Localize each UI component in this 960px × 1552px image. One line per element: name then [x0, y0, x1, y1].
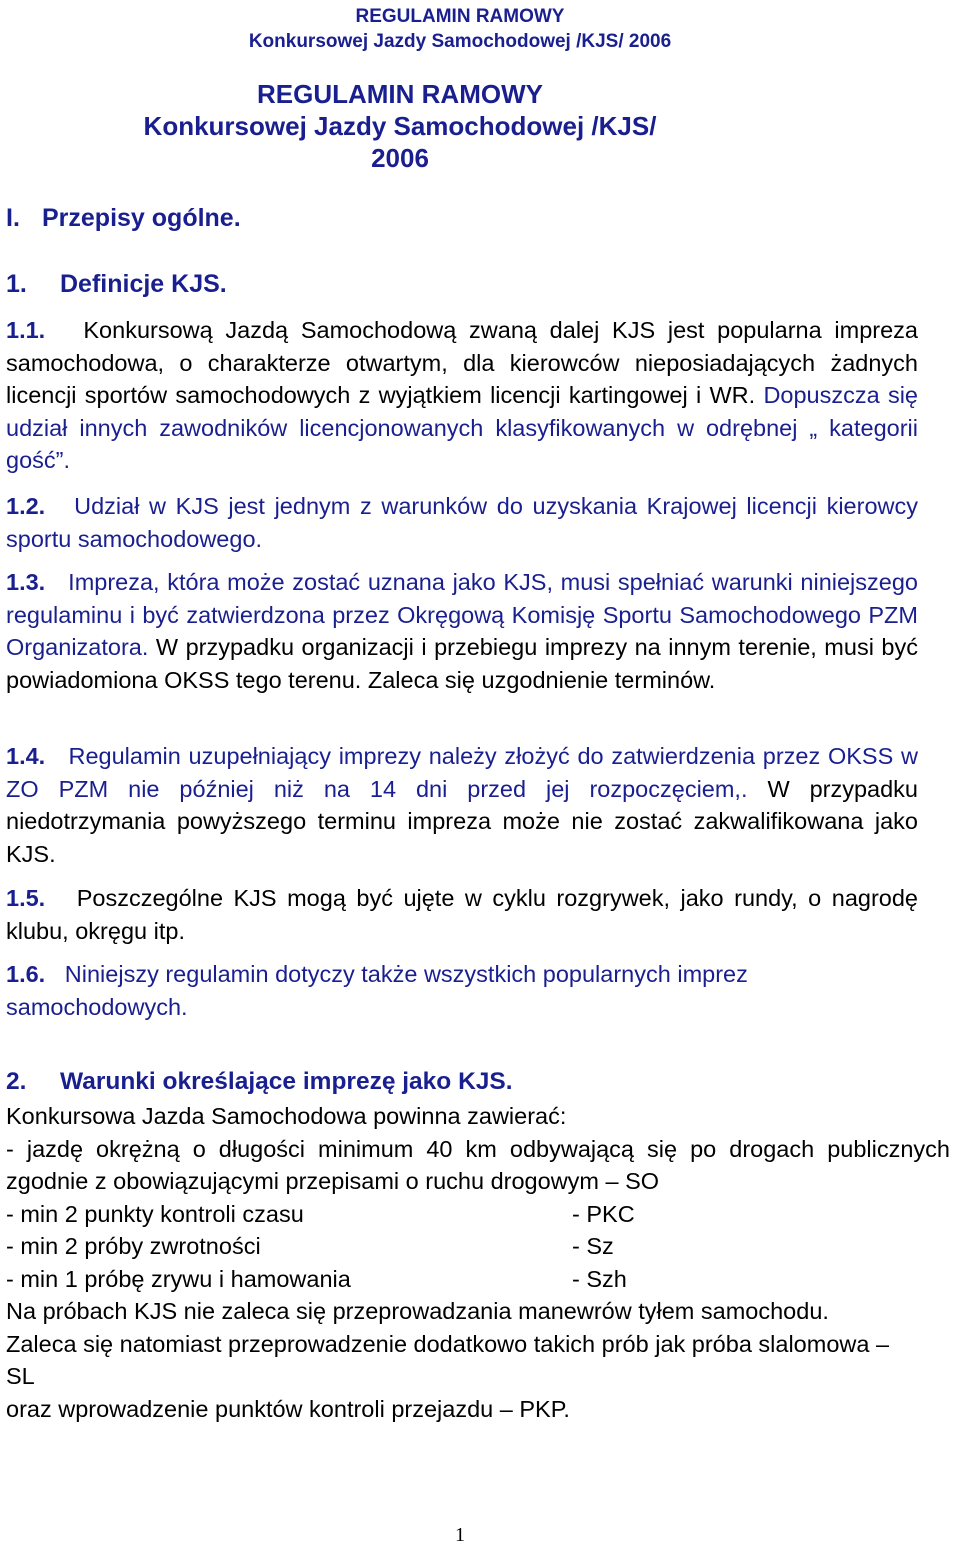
requirement-code: - Szh [572, 1265, 627, 1292]
subsection-1-title: Definicje KJS. [60, 270, 227, 298]
paragraph-text: Poszczególne KJS mogą być ujęte w cyklu rozgrywek, jako rundy, o nagrodę klubu, okręgu itp. [6, 885, 918, 944]
paragraph-text: W przypadku organizacji i przebiegu imprezy na innym terenie, musi być powiadomiona OKSS tego terenu. Zaleca się uzgodnienie terminów. [6, 634, 919, 693]
paragraph-text: W przypadku niedotrzymania powyższego terminu impreza może nie zostać zakwalifikowana jako KJS. [6, 775, 918, 867]
running-header-line1: REGULAMIN RAMOWY [355, 6, 565, 27]
subsection-1-number: 1. [6, 270, 27, 298]
document-title-line1: REGULAMIN RAMOWY [257, 79, 543, 109]
document-title-line2: Konkursowej Jazdy Samochodowej /KJS/ [143, 111, 657, 141]
requirement-text: - min 2 punkty kontroli czasu [6, 1200, 304, 1227]
paragraph-1-5 [6, 882, 918, 947]
requirement-row [6, 1230, 950, 1263]
conditions-note-3: oraz wprowadzenie punktów kontroli przejazdu – PKP. [6, 1395, 570, 1422]
paragraph-1-3 [6, 566, 918, 696]
page-number: 1 [455, 1524, 465, 1546]
conditions-intro: Konkursowa Jazda Samochodowa powinna zawierać: [6, 1103, 567, 1129]
subsection-1-heading [6, 270, 227, 299]
requirement-code: - Sz [572, 1233, 614, 1259]
section-title: Przepisy ogólne. [42, 204, 241, 232]
paragraph-1-2 [6, 490, 918, 555]
section-number: I. [6, 204, 20, 232]
paragraph-number: 1.2. [6, 493, 46, 519]
paragraph-highlight: Regulamin uzupełniający imprezy należy złożyć do zatwierdzenia przez OKSS w ZO PZM nie później niż na 14 dni przed jej rozpoczęciem,. [6, 743, 919, 802]
conditions-route: - jazdę okrężną o długości minimum 40 km odbywającą się po drogach publicznych zgodnie z obowiązującymi przepisami o ruchu drogowym – SO [6, 1135, 950, 1194]
requirement-text: - min 1 próbę zrywu i hamowania [6, 1265, 351, 1292]
document-title [0, 78, 800, 174]
subsection-2-number: 2. [6, 1068, 27, 1095]
paragraph-1-6 [6, 958, 918, 1023]
conditions-note-1: Na próbach KJS nie zaleca się przeprowadzania manewrów tyłem samochodu. [6, 1298, 829, 1324]
subsection-2-title: Warunki określające imprezę jako KJS. [60, 1068, 513, 1095]
paragraph-number: 1.6. [6, 961, 46, 987]
paragraph-text: Konkursową Jazdą Samochodową zwaną dalej KJS jest popularna impreza samochodowa, o charakterze otwartym, dla kierowców nieposiadających żadnych licencji sportów samochodowych z wyjątkiem licencji kartingowej i WR. [6, 317, 918, 408]
paragraph-number: 1.5. [6, 885, 46, 911]
requirement-code: - PKC [572, 1200, 635, 1227]
subsection-2-heading [6, 1068, 513, 1096]
conditions-note-2: Zaleca się natomiast przeprowadzenie dodatkowo takich prób jak próba slalomowa – SL [6, 1330, 890, 1389]
paragraph-highlight: Impreza, która może zostać uznana jako KJS, musi spełniać warunki niniejszego regulaminu i być zatwierdzona przez Okręgową Komisję Sportu Samochodowego PZM Organizatora. [6, 569, 918, 660]
paragraph-1-1 [6, 314, 918, 477]
paragraph-highlight: Niniejszy regulamin dotyczy także wszystkich popularnych imprez samochodowych. [6, 961, 748, 1020]
paragraph-highlight: Udział w KJS jest jednym z warunków do uzyskania Krajowej licencji kierowcy sportu samochodowego. [6, 493, 918, 552]
requirement-text: - min 2 próby zwrotności [6, 1233, 261, 1259]
paragraph-number: 1.4. [6, 743, 46, 769]
paragraph-highlight: Dopuszcza się udział innych zawodników licencjonowanych klasyfikowanych w odrębnej „ kategorii gość”. [6, 382, 918, 473]
document-title-line3: 2006 [371, 143, 429, 173]
running-header-line2: Konkursowej Jazdy Samochodowej /KJS/ 2006 [248, 31, 672, 52]
paragraph-number: 1.1. [6, 317, 46, 343]
requirement-row [6, 1198, 950, 1231]
running-header [0, 4, 920, 54]
paragraph-1-4 [6, 740, 918, 870]
paragraph-number: 1.3. [6, 569, 46, 595]
conditions-block [6, 1100, 950, 1425]
requirement-row [6, 1263, 950, 1296]
section-heading [6, 204, 241, 233]
